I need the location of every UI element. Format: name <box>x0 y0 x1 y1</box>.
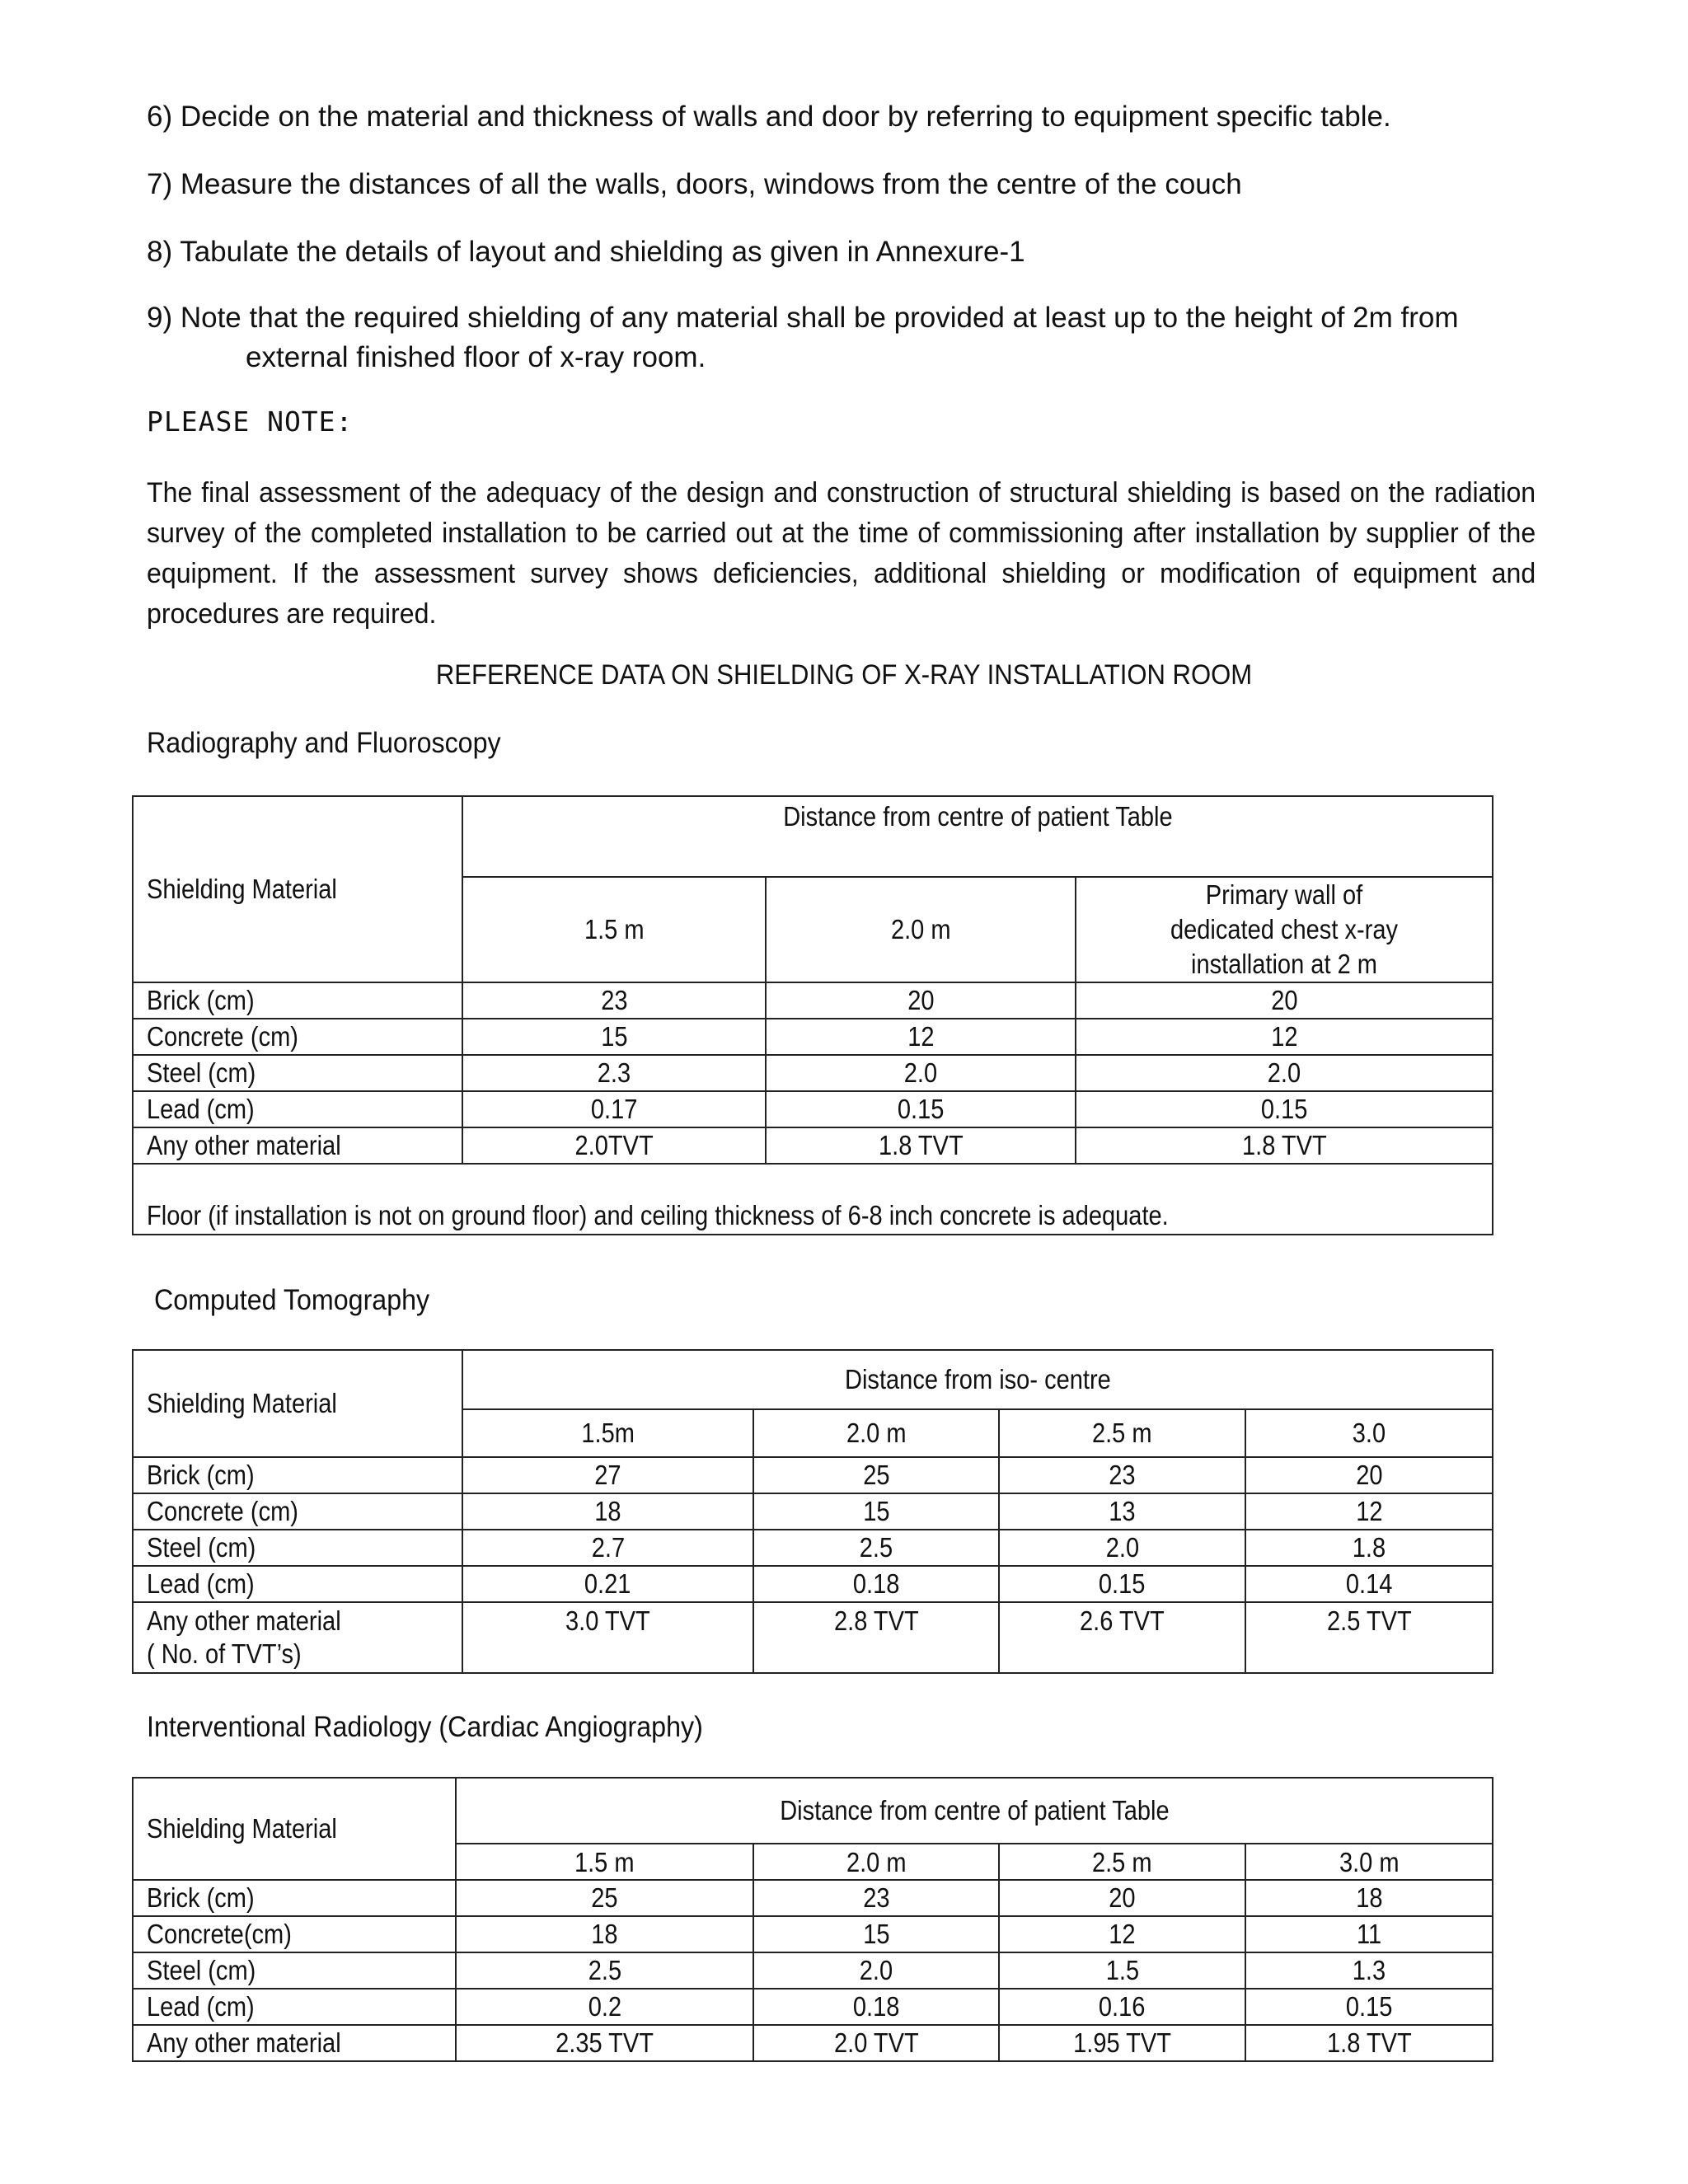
table-cell: 20 <box>1076 982 1493 1019</box>
table-cell: 0.17 <box>462 1091 766 1127</box>
table-cell: 12 <box>999 1916 1245 1952</box>
ct-col-header: 1.5m <box>462 1409 753 1457</box>
table-cell: 1.8 TVT <box>1245 2025 1493 2061</box>
table-cell: 18 <box>462 1493 753 1530</box>
table-cell: 2.35 TVT <box>456 2025 753 2061</box>
table-cell: 12 <box>1245 1493 1493 1530</box>
table-cell: 20 <box>999 1880 1245 1916</box>
table-cell: 12 <box>1076 1019 1493 1055</box>
table-cell: 2.0 <box>999 1530 1245 1566</box>
ct-col-header: 2.5 m <box>999 1409 1245 1457</box>
table-cell: 1.3 <box>1245 1952 1493 1989</box>
table-row-label: Lead (cm) <box>133 1566 462 1602</box>
radiography-group-header: Distance from centre of patient Table <box>462 796 1493 877</box>
table-cell: 2.0TVT <box>462 1127 766 1164</box>
step-9-text: 9) Note that the required shielding of any material shall be provided at least up to the height of 2m from <box>147 302 1459 334</box>
table-cell: 1.8 TVT <box>1076 1127 1493 1164</box>
table-cell: 2.3 <box>462 1055 766 1091</box>
table-cell: 23 <box>999 1457 1245 1493</box>
table-cell: 0.18 <box>753 1566 999 1602</box>
table-row-label: Concrete (cm) <box>133 1493 462 1530</box>
radiography-table <box>132 795 1493 1235</box>
table-cell: 2.0 <box>1076 1055 1493 1091</box>
table-row-label: Brick (cm) <box>133 1880 456 1916</box>
table-cell: 0.15 <box>1076 1091 1493 1127</box>
table-row-label: Steel (cm) <box>133 1055 462 1091</box>
table-row-label: Concrete(cm) <box>133 1916 456 1952</box>
table-cell: 15 <box>753 1493 999 1530</box>
ir-material-header: Shielding Material <box>133 1778 456 1880</box>
ir-col-header: 2.0 m <box>753 1844 999 1880</box>
table-cell: 2.8 TVT <box>753 1602 999 1673</box>
ir-col-header: 1.5 m <box>456 1844 753 1880</box>
table-cell: 11 <box>1245 1916 1493 1952</box>
table-cell: 0.21 <box>462 1566 753 1602</box>
table-cell: 27 <box>462 1457 753 1493</box>
table-row-label: Any other material <box>133 2025 456 2061</box>
table-cell: 2.5 <box>456 1952 753 1989</box>
ct-title: Computed Tomography <box>154 1284 430 1316</box>
ct-table <box>132 1349 1493 1674</box>
table-cell: 12 <box>766 1019 1076 1055</box>
table-cell: 2.0 <box>766 1055 1076 1091</box>
table-cell: 2.6 TVT <box>999 1602 1245 1673</box>
table-cell: 1.95 TVT <box>999 2025 1245 2061</box>
ir-col-header: 2.5 m <box>999 1844 1245 1880</box>
ct-col-header: 3.0 <box>1245 1409 1493 1457</box>
step-6: 6) Decide on the material and thickness of walls and door by referring to equipment specific table. <box>147 101 1391 133</box>
table-cell: 0.15 <box>1245 1989 1493 2025</box>
table-cell: 2.5 <box>753 1530 999 1566</box>
table-cell: 2.0 TVT <box>753 2025 999 2061</box>
note-heading: PLEASE NOTE: <box>147 405 354 438</box>
ct-col-header: 2.0 m <box>753 1409 999 1457</box>
ir-col-header: 3.0 m <box>1245 1844 1493 1880</box>
table-cell: 15 <box>753 1916 999 1952</box>
step-7: 7) Measure the distances of all the walls, doors, windows from the centre of the couch <box>147 168 1242 200</box>
ct-material-header: Shielding Material <box>133 1350 462 1457</box>
table-cell: 1.8 <box>1245 1530 1493 1566</box>
table-cell: 0.16 <box>999 1989 1245 2025</box>
table-cell: 25 <box>753 1457 999 1493</box>
table-cell: 18 <box>456 1916 753 1952</box>
table-row-label: Steel (cm) <box>133 1530 462 1566</box>
ir-table <box>132 1777 1493 2062</box>
table-cell: 13 <box>999 1493 1245 1530</box>
ir-group-header: Distance from centre of patient Table <box>456 1778 1493 1844</box>
reference-title: REFERENCE DATA ON SHIELDING OF X-RAY INSTALLATION ROOM <box>435 659 1253 691</box>
table-row-label: Lead (cm) <box>133 1989 456 2025</box>
radiography-footer: Floor (if installation is not on ground floor) and ceiling thickness of 6-8 inch concrete is adequate. <box>133 1164 1493 1235</box>
table-cell: 20 <box>766 982 1076 1019</box>
table-cell: 0.2 <box>456 1989 753 2025</box>
note-paragraph: The final assessment of the adequacy of the design and construction of structural shielding is based on the radiation survey of the completed installation to be carried out at the time of commissioning after installation by supplier of the equipment. If the assessment survey shows deficiencies, additional shielding or modification of equipment and procedures are required. <box>147 477 1536 630</box>
radiography-col-header: 2.0 m <box>766 877 1076 982</box>
step-9-continuation: external finished floor of x-ray room. <box>246 341 706 373</box>
table-row-label: Concrete (cm) <box>133 1019 462 1055</box>
step-8: 8) Tabulate the details of layout and shielding as given in Annexure-1 <box>147 236 1025 268</box>
table-row-label: Any other material <box>133 1127 462 1164</box>
table-cell: 0.18 <box>753 1989 999 2025</box>
table-cell: 2.0 <box>753 1952 999 1989</box>
table-cell: 18 <box>1245 1880 1493 1916</box>
radiography-col-header: 1.5 m <box>462 877 766 982</box>
table-row-label: Steel (cm) <box>133 1952 456 1989</box>
table-cell: 2.5 TVT <box>1245 1602 1493 1673</box>
ir-title: Interventional Radiology (Cardiac Angiography) <box>147 1711 703 1743</box>
step-9 <box>147 298 1548 377</box>
table-cell: 0.15 <box>999 1566 1245 1602</box>
radiography-material-header: Shielding Material <box>133 796 462 982</box>
table-cell: 23 <box>462 982 766 1019</box>
table-cell: 15 <box>462 1019 766 1055</box>
table-cell: 2.7 <box>462 1530 753 1566</box>
table-row-label: Brick (cm) <box>133 1457 462 1493</box>
table-cell: 25 <box>456 1880 753 1916</box>
table-row-label: Lead (cm) <box>133 1091 462 1127</box>
radiography-title: Radiography and Fluoroscopy <box>147 727 501 759</box>
table-cell: 1.5 <box>999 1952 1245 1989</box>
table-cell: 23 <box>753 1880 999 1916</box>
table-cell: 1.8 TVT <box>766 1127 1076 1164</box>
table-cell: 0.14 <box>1245 1566 1493 1602</box>
table-row-label: Any other material ( No. of TVT’s) <box>133 1602 462 1673</box>
table-cell: 20 <box>1245 1457 1493 1493</box>
ct-group-header: Distance from iso- centre <box>462 1350 1493 1409</box>
radiography-col-header: Primary wall of dedicated chest x-ray installation at 2 m <box>1076 877 1493 982</box>
table-cell: 0.15 <box>766 1091 1076 1127</box>
table-cell: 3.0 TVT <box>462 1602 753 1673</box>
table-row-label: Brick (cm) <box>133 982 462 1019</box>
